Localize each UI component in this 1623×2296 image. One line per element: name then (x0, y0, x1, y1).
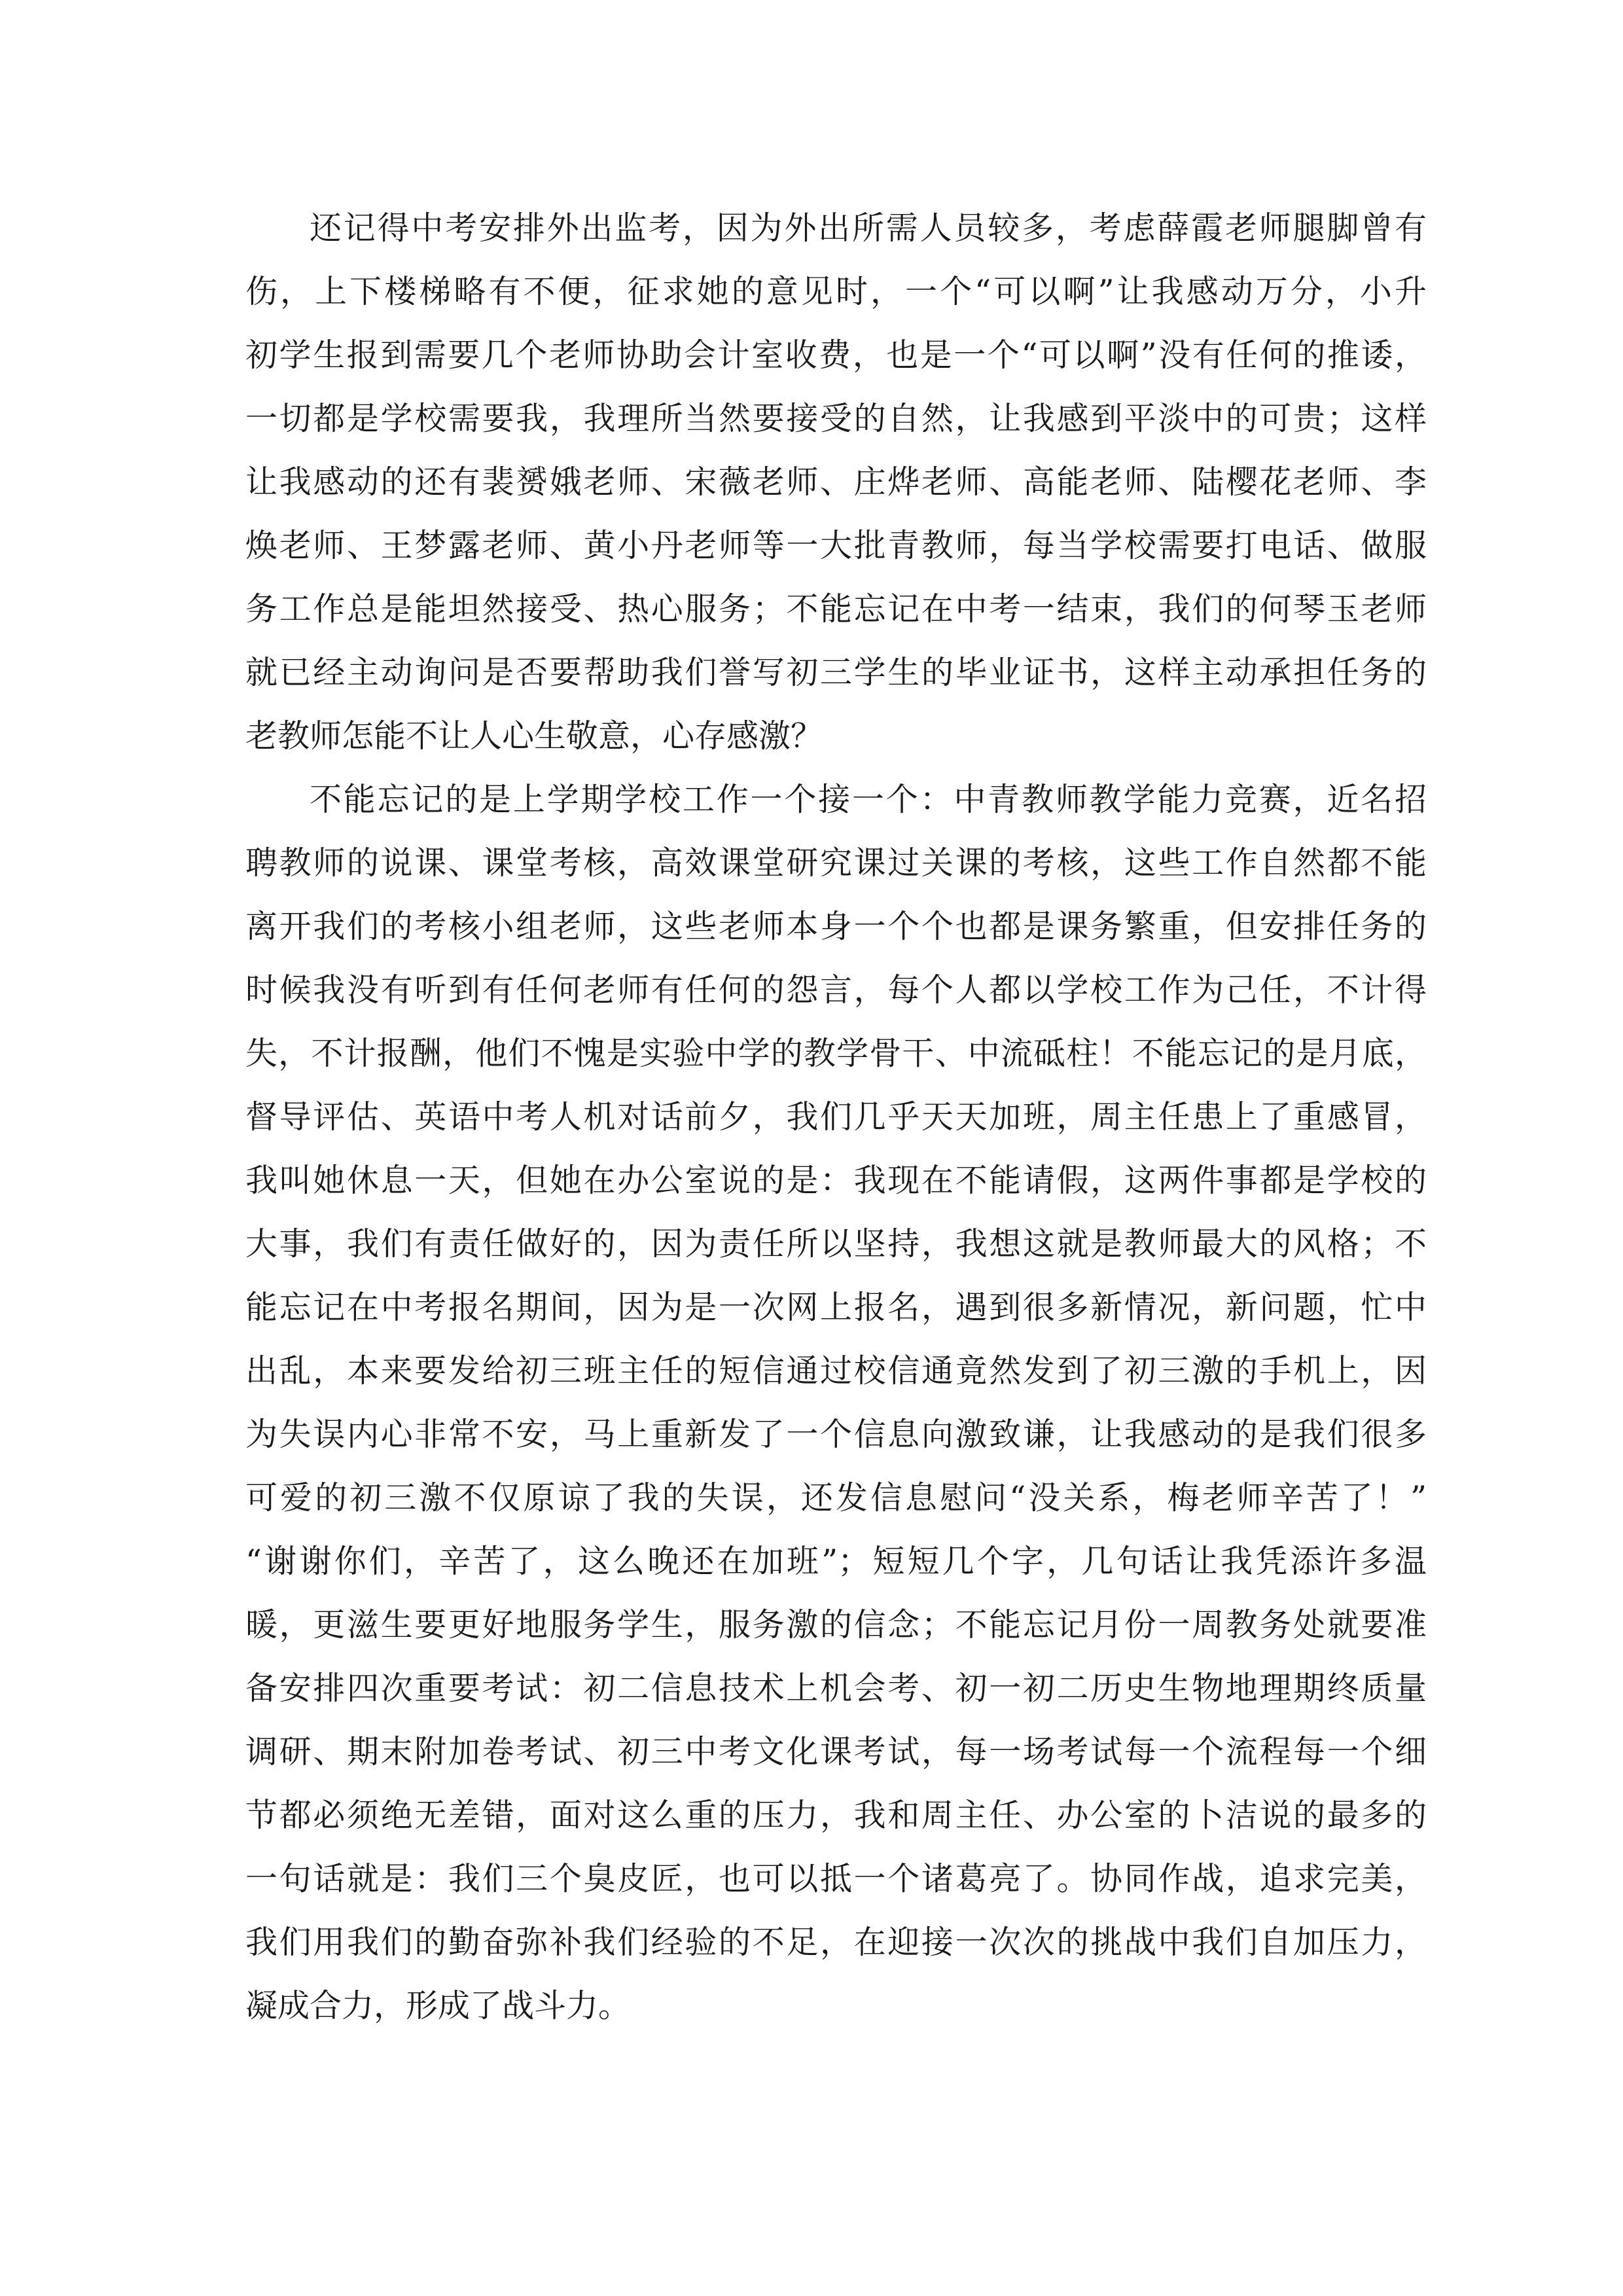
paragraph-2-line-2: 聘教师的说课、课堂考核，高效课堂研究课过关课的考核，这些工作自然都不能 (245, 844, 1427, 882)
paragraph-2-line-10: 出乱，本来要发给初三班主任的短信通过校信通竟然发到了初三激的手机上，因 (245, 1352, 1427, 1390)
paragraph-2-line-15: 备安排四次重要考试：初二信息技术上机会考、初一初二历史生物地理期终质量 (245, 1670, 1427, 1707)
paragraph-2-line-14: 暖，更滋生要更好地服务学生，服务激的信念；不能忘记月份一周教务处就要准 (245, 1606, 1427, 1643)
paragraph-2-line-7: 我叫她休息一天，但她在办公室说的是：我现在不能请假，这两件事都是学校的 (245, 1162, 1427, 1199)
paragraph-2-line-4: 时候我没有听到有任何老师有任何的怨言，每个人都以学校工作为己任，不计得 (245, 971, 1427, 1009)
paragraph-2-line-19: 我们用我们的勤奋弥补我们经验的不足，在迎接一次次的挑战中我们自加压力， (245, 1924, 1427, 1961)
paragraph-1-line-9: 老教师怎能不让人心生敬意，心存感激？ (245, 717, 823, 755)
body-text (245, 196, 1427, 2037)
paragraph-2-line-1: 不能忘记的是上学期学校工作一个接一个：中青教师教学能力竞赛，近名招 (310, 781, 1427, 818)
paragraph-1-line-1: 还记得中考安排外出监考，因为外出所需人员较多，考虑薛霞老师腿脚曾有 (310, 209, 1427, 247)
paragraph-2-line-5: 失，不计报酬，他们不愧是实验中学的教学骨干、中流砥柱！不能忘记的是月底， (245, 1035, 1427, 1072)
paragraph-2-line-12: 可爱的初三激不仅原谅了我的失误，还发信息慰问“没关系，梅老师辛苦了！” (245, 1479, 1427, 1516)
paragraph-2-line-9: 能忘记在中考报名期间，因为是一次网上报名，遇到很多新情况，新问题，忙中 (245, 1289, 1427, 1326)
paragraph-1-line-3: 初学生报到需要几个老师协助会计室收费，也是一个“可以啊”没有任何的推诿， (245, 336, 1427, 374)
paragraph-2-line-18: 一句话就是：我们三个臭皮匠，也可以抵一个诸葛亮了。协同作战，追求完美， (245, 1860, 1427, 1897)
paragraph-1-line-8: 就已经主动询问是否要帮助我们誉写初三学生的毕业证书，这样主动承担任务的 (245, 654, 1427, 691)
paragraph-2-line-17: 节都必须绝无差错，面对这么重的压力，我和周主任、办公室的卜洁说的最多的 (245, 1797, 1427, 1834)
paragraph-2-line-20: 凝成合力，形成了战斗力。 (245, 1987, 631, 2024)
paragraph-2-line-8: 大事，我们有责任做好的，因为责任所以坚持，我想这就是教师最大的风格；不 (245, 1225, 1427, 1263)
paragraph-2-line-3: 离开我们的考核小组老师，这些老师本身一个个也都是课务繁重，但安排任务的 (245, 908, 1427, 945)
paragraph-1-line-2: 伤，上下楼梯略有不便，征求她的意见时，一个“可以啊”让我感动万分，小升 (245, 273, 1427, 310)
paragraph-2-line-13: “谢谢你们，辛苦了，这么晚还在加班”；短短几个字，几句话让我凭添许多温 (245, 1543, 1427, 1580)
paragraph-2-line-11: 为失误内心非常不安，马上重新发了一个信息向激致谦，让我感动的是我们很多 (245, 1416, 1427, 1453)
paragraph-2-line-16: 调研、期末附加卷考试、初三中考文化课考试，每一场考试每一个流程每一个细 (245, 1733, 1427, 1770)
paragraph-1-line-6: 焕老师、王梦露老师、黄小丹老师等一大批青教师，每当学校需要打电话、做服 (245, 527, 1427, 564)
paragraph-1-line-7: 务工作总是能坦然接受、热心服务；不能忘记在中考一结束，我们的何琴玉老师 (245, 590, 1427, 628)
paragraph-1-line-5: 让我感动的还有裴赟娥老师、宋薇老师、庄烨老师、高能老师、陆樱花老师、李 (245, 463, 1427, 501)
paragraph-2-line-6: 督导评估、英语中考人机对话前夕，我们几乎天天加班，周主任患上了重感冒， (245, 1098, 1427, 1136)
paragraph-1-line-4: 一切都是学校需要我，我理所当然要接受的自然，让我感到平淡中的可贵；这样 (245, 400, 1427, 437)
